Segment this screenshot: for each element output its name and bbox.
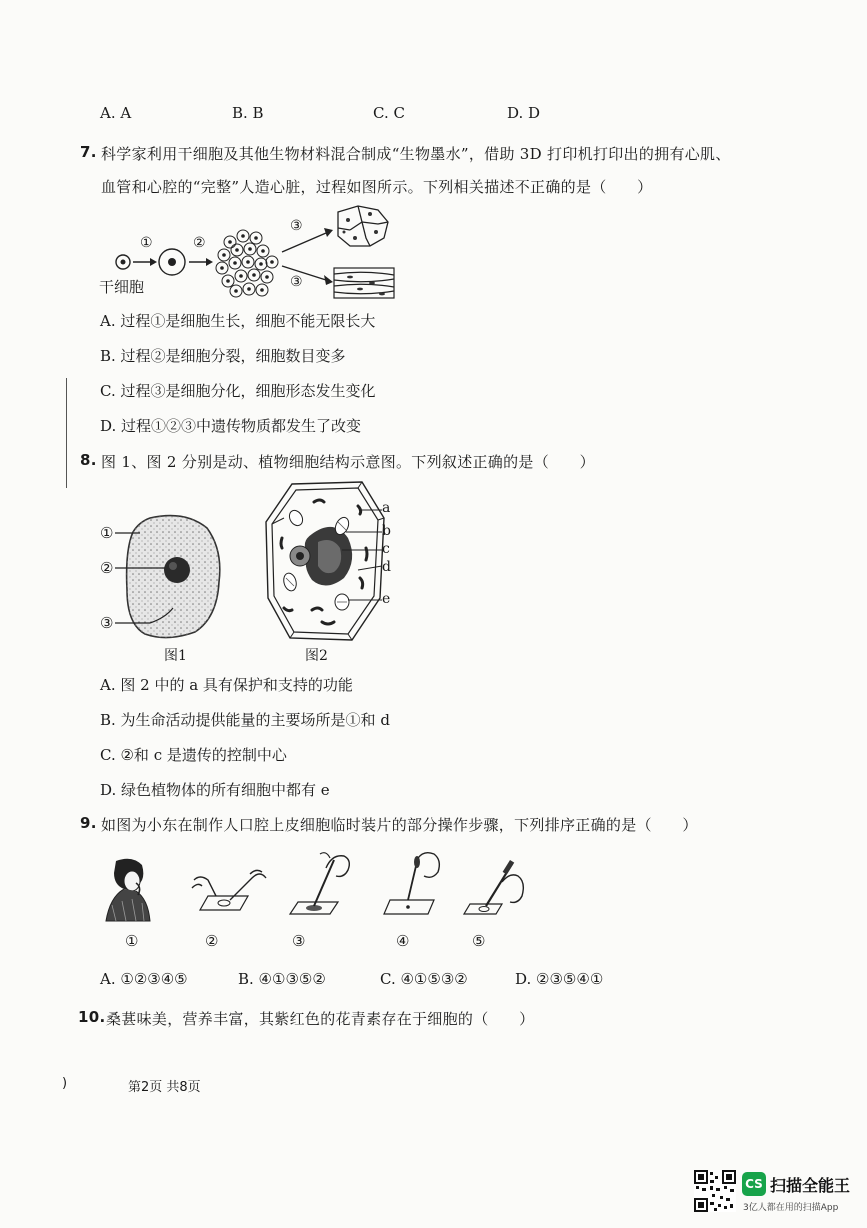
q7-stem-cell-diagram [100, 200, 410, 310]
q8-option-a: A. 图 2 中的 a 具有保护和支持的功能 [100, 676, 353, 694]
q9-option-b: B. ④①③⑤② [238, 970, 326, 988]
q7-step3a-label: ③ [290, 218, 303, 234]
q8-fig2-label-a: a [382, 500, 391, 516]
margin-mark: ) [62, 1076, 68, 1091]
q9-step4-figure [380, 850, 450, 920]
q8-fig2-label-c: c [382, 541, 390, 557]
q8-fig2-label-e: e [382, 591, 391, 607]
q9-step-label-4: ④ [396, 932, 410, 950]
q7-stem-cell-label: 干细胞 [99, 278, 145, 296]
margin-line [66, 378, 67, 488]
q10-text: 桑葚味美，营养丰富，其紫红色的花青素存在于细胞的（ ） [106, 1010, 535, 1028]
q7-option-c: C. 过程③是细胞分化，细胞形态发生变化 [100, 382, 376, 400]
q8-number: 8. [80, 451, 97, 469]
scanner-app-name: 扫描全能王 [770, 1176, 851, 1195]
q8-fig2-caption: 图2 [305, 648, 328, 664]
q7-text-line1: 科学家利用干细胞及其他生物材料混合制成“生物墨水”，借助 3D 打印机打印出的拥有心肌、 [101, 145, 731, 163]
q9-number: 9. [80, 814, 97, 832]
q6-option-a: A. A [100, 104, 132, 122]
q8-fig1-label-3: ③ [100, 614, 114, 632]
q8-option-d: D. 绿色植物体的所有细胞中都有 e [100, 781, 330, 799]
q6-option-c: C. C [373, 104, 405, 122]
q8-text: 图 1、图 2 分别是动、植物细胞结构示意图。下列叙述正确的是（ ） [101, 453, 595, 471]
q9-option-c: C. ④①⑤③② [380, 970, 468, 988]
q7-step2-label: ② [193, 235, 206, 251]
scanner-tagline: 3亿人都在用的扫描App [743, 1203, 839, 1213]
q8-option-b: B. 为生命活动提供能量的主要场所是①和 d [100, 711, 390, 729]
q7-option-d: D. 过程①②③中遗传物质都发生了改变 [100, 417, 362, 435]
q9-step-label-2: ② [205, 932, 219, 950]
q9-option-d: D. ②③⑤④① [515, 970, 604, 988]
q9-step-label-3: ③ [292, 932, 306, 950]
q9-step5-figure [462, 852, 532, 922]
q9-step3-figure [286, 848, 356, 923]
q6-option-b: B. B [232, 104, 264, 122]
q7-step3b-label: ③ [290, 274, 303, 290]
scanner-logo-icon: CS [742, 1172, 766, 1196]
q8-fig1-label-2: ② [100, 559, 114, 577]
q7-option-a: A. 过程①是细胞生长，细胞不能无限长大 [100, 312, 376, 330]
q9-step2-figure [190, 860, 270, 920]
q9-step-label-5: ⑤ [472, 932, 486, 950]
q10-number: 10. [78, 1008, 106, 1026]
q9-step-label-1: ① [125, 932, 139, 950]
q9-step1-figure [102, 855, 154, 925]
q9-option-a: A. ①②③④⑤ [100, 970, 188, 988]
q8-animal-cell-figure [95, 500, 235, 650]
q9-text: 如图为小东在制作人口腔上皮细胞临时装片的部分操作步骤，下列排序正确的是（ ） [101, 816, 698, 834]
q8-fig2-label-b: b [382, 523, 391, 539]
q6-option-d: D. D [507, 104, 541, 122]
q7-text-line2: 血管和心腔的“完整”人造心脏，过程如图所示。下列相关描述不正确的是（ ） [101, 178, 653, 196]
q7-step1-label: ① [140, 235, 153, 251]
qr-code-icon [694, 1170, 736, 1212]
q7-number: 7. [80, 143, 97, 161]
q8-fig1-label-1: ① [100, 524, 114, 542]
page-number: 第2页 共8页 [128, 1080, 201, 1095]
q8-fig2-label-d: d [382, 559, 391, 575]
q7-option-b: B. 过程②是细胞分裂，细胞数目变多 [100, 347, 346, 365]
q8-fig1-caption: 图1 [164, 648, 187, 664]
q8-option-c: C. ②和 c 是遗传的控制中心 [100, 746, 287, 764]
q8-plant-cell-figure [262, 478, 392, 648]
